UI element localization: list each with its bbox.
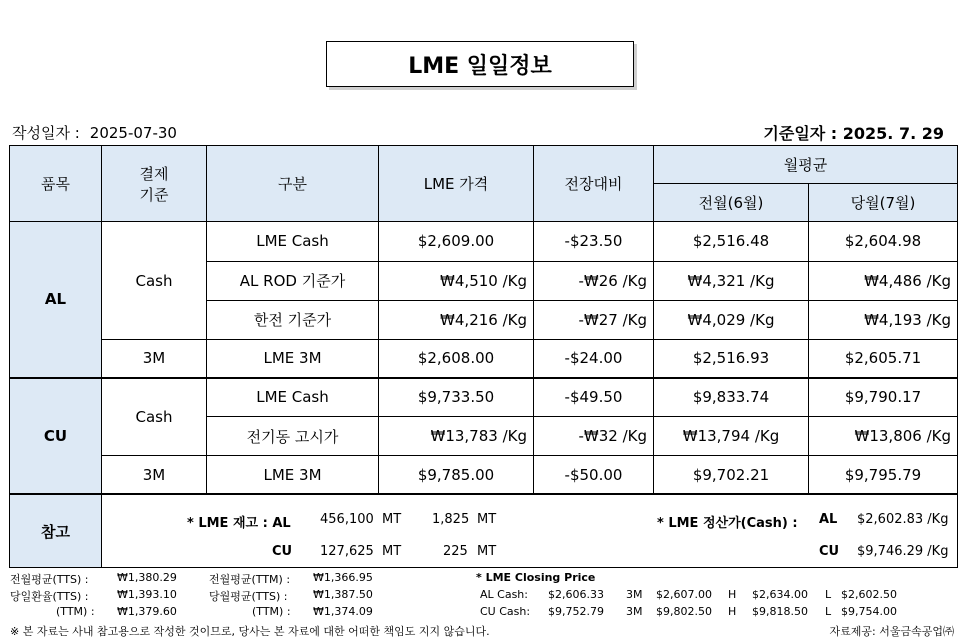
cu-row-label: LME Cash bbox=[207, 378, 379, 417]
created-label: 작성일자 : bbox=[12, 124, 80, 142]
cu-row-curr: $9,795.79 bbox=[809, 456, 958, 494]
header-settle-line1: 결제 bbox=[139, 164, 169, 183]
al-row-prev: ₩4,029 /Kg bbox=[654, 300, 809, 339]
closing-al-3m-label: 3M bbox=[626, 588, 643, 601]
cu-change-unit: MT bbox=[477, 544, 497, 560]
fx-curr-ttm-value: ₩1,374.09 bbox=[313, 605, 373, 618]
fx-today-tts-value: ₩1,393.10 bbox=[117, 588, 177, 601]
header-monthly-avg: 월평균 bbox=[654, 146, 958, 184]
closing-al-h: $2,634.00 bbox=[752, 588, 808, 601]
closing-cu-l-label: L bbox=[825, 605, 832, 618]
settle-al-value: $2,602.83 /Kg bbox=[857, 512, 949, 528]
closing-cu-h-label: H bbox=[728, 605, 737, 618]
cu-row-prev: $9,833.74 bbox=[654, 378, 809, 417]
al-row-price: ₩4,510 /Kg bbox=[379, 261, 534, 300]
item-al: AL bbox=[10, 222, 102, 378]
page-title: LME 일일정보 bbox=[326, 41, 634, 87]
closing-title: * LME Closing Price bbox=[476, 571, 596, 584]
al-stock-unit: MT bbox=[382, 512, 402, 528]
header-item: 품목 bbox=[10, 146, 102, 222]
reference-content bbox=[102, 494, 958, 567]
cu-stock-change: 225 bbox=[443, 544, 468, 560]
al-row-curr: $2,605.71 bbox=[809, 339, 958, 377]
cu-row-price: $9,733.50 bbox=[379, 378, 534, 417]
closing-cu-3m-label: 3M bbox=[626, 605, 643, 618]
al-settle-cash: Cash bbox=[102, 222, 207, 340]
created-date bbox=[12, 122, 177, 143]
closing-al-l-label: L bbox=[825, 588, 832, 601]
header-curr-month: 당월(7월) bbox=[809, 184, 958, 222]
closing-cu-cash: $9,752.79 bbox=[548, 605, 604, 618]
cu-row-label: LME 3M bbox=[207, 456, 379, 494]
fx-prev-ttm-label: 전월평균(TTM) : bbox=[209, 573, 291, 586]
header-settle-line2: 기준 bbox=[139, 185, 169, 204]
cu-settle-3m: 3M bbox=[102, 456, 207, 494]
fx-curr-tts-value: ₩1,387.50 bbox=[313, 588, 373, 601]
al-stock-change: 1,825 bbox=[432, 512, 470, 528]
al-row-price: $2,609.00 bbox=[379, 222, 534, 261]
settle-label: * LME 정산가(Cash) : bbox=[657, 516, 798, 532]
data-source: 자료제공: 서울금속공업㈜ bbox=[829, 625, 954, 638]
closing-al-l: $2,602.50 bbox=[841, 588, 897, 601]
al-change-unit: MT bbox=[477, 512, 497, 528]
al-settle-3m: 3M bbox=[102, 339, 207, 377]
al-row-label: LME 3M bbox=[207, 339, 379, 377]
item-cu: CU bbox=[10, 378, 102, 495]
al-row-label: AL ROD 기준가 bbox=[207, 261, 379, 300]
cu-row-change: -$49.50 bbox=[534, 378, 654, 417]
al-row-label: 한전 기준가 bbox=[207, 300, 379, 339]
fx-today-ttm-label: (TTM) : bbox=[56, 605, 95, 618]
cu-row-price: $9,785.00 bbox=[379, 456, 534, 494]
closing-cu-3m: $9,802.50 bbox=[656, 605, 712, 618]
header-change: 전장대비 bbox=[534, 146, 654, 222]
closing-al-label: AL Cash: bbox=[480, 588, 528, 601]
base-date: 기준일자 : 2025. 7. 29 bbox=[763, 124, 944, 143]
cu-settle-cash: Cash bbox=[102, 378, 207, 456]
cu-row-curr: ₩13,806 /Kg bbox=[809, 417, 958, 456]
al-row-label: LME Cash bbox=[207, 222, 379, 261]
settle-cu-value: $9,746.29 /Kg bbox=[857, 544, 949, 560]
fx-prev-tts-label: 전월평균(TTS) : bbox=[10, 573, 89, 586]
closing-cu-h: $9,818.50 bbox=[752, 605, 808, 618]
fx-curr-tts-label: 당월평균(TTS) : bbox=[209, 590, 288, 603]
al-row-change: -₩26 /Kg bbox=[534, 261, 654, 300]
al-row-change: -₩27 /Kg bbox=[534, 300, 654, 339]
lme-price-table bbox=[9, 145, 958, 568]
al-row-curr: ₩4,486 /Kg bbox=[809, 261, 958, 300]
al-row-curr: ₩4,193 /Kg bbox=[809, 300, 958, 339]
created-value: 2025-07-30 bbox=[89, 124, 177, 142]
al-row-prev: $2,516.48 bbox=[654, 222, 809, 261]
header-settle bbox=[102, 146, 207, 222]
al-row-price: ₩4,216 /Kg bbox=[379, 300, 534, 339]
fx-today-tts-label: 당일환율(TTS) : bbox=[10, 590, 89, 603]
settle-cu-label: CU bbox=[819, 544, 840, 560]
cu-row-prev: ₩13,794 /Kg bbox=[654, 417, 809, 456]
al-row-prev: ₩4,321 /Kg bbox=[654, 261, 809, 300]
al-stock: 456,100 bbox=[320, 512, 374, 528]
cu-row-change: -$50.00 bbox=[534, 456, 654, 494]
cu-row-curr: $9,790.17 bbox=[809, 378, 958, 417]
header-category: 구분 bbox=[207, 146, 379, 222]
fx-curr-ttm-label: (TTM) : bbox=[252, 605, 291, 618]
disclaimer: ※ 본 자료는 사내 참고용으로 작성한 것이므로, 당사는 본 자료에 대한 어떠한 책임도 지지 않습니다. bbox=[10, 625, 490, 638]
fx-prev-tts-value: ₩1,380.29 bbox=[117, 571, 177, 584]
closing-al-h-label: H bbox=[728, 588, 737, 601]
cu-row-change: -₩32 /Kg bbox=[534, 417, 654, 456]
al-row-prev: $2,516.93 bbox=[654, 339, 809, 377]
al-row-price: $2,608.00 bbox=[379, 339, 534, 377]
reference-label: 참고 bbox=[10, 494, 102, 567]
al-row-change: -$24.00 bbox=[534, 339, 654, 377]
al-row-change: -$23.50 bbox=[534, 222, 654, 261]
fx-today-ttm-value: ₩1,379.60 bbox=[117, 605, 177, 618]
header-prev-month: 전월(6월) bbox=[654, 184, 809, 222]
stock-cu-label: CU bbox=[272, 544, 293, 560]
cu-stock: 127,625 bbox=[320, 544, 374, 560]
cu-stock-unit: MT bbox=[382, 544, 402, 560]
closing-al-cash: $2,606.33 bbox=[548, 588, 604, 601]
cu-row-prev: $9,702.21 bbox=[654, 456, 809, 494]
cu-row-price: ₩13,783 /Kg bbox=[379, 417, 534, 456]
settle-al-label: AL bbox=[819, 512, 838, 528]
closing-cu-l: $9,754.00 bbox=[841, 605, 897, 618]
closing-al-3m: $2,607.00 bbox=[656, 588, 712, 601]
cu-row-label: 전기동 고시가 bbox=[207, 417, 379, 456]
al-row-curr: $2,604.98 bbox=[809, 222, 958, 261]
header-lme-price: LME 가격 bbox=[379, 146, 534, 222]
closing-cu-label: CU Cash: bbox=[480, 605, 531, 618]
fx-prev-ttm-value: ₩1,366.95 bbox=[313, 571, 373, 584]
stock-label: * LME 재고 : AL bbox=[187, 516, 291, 532]
